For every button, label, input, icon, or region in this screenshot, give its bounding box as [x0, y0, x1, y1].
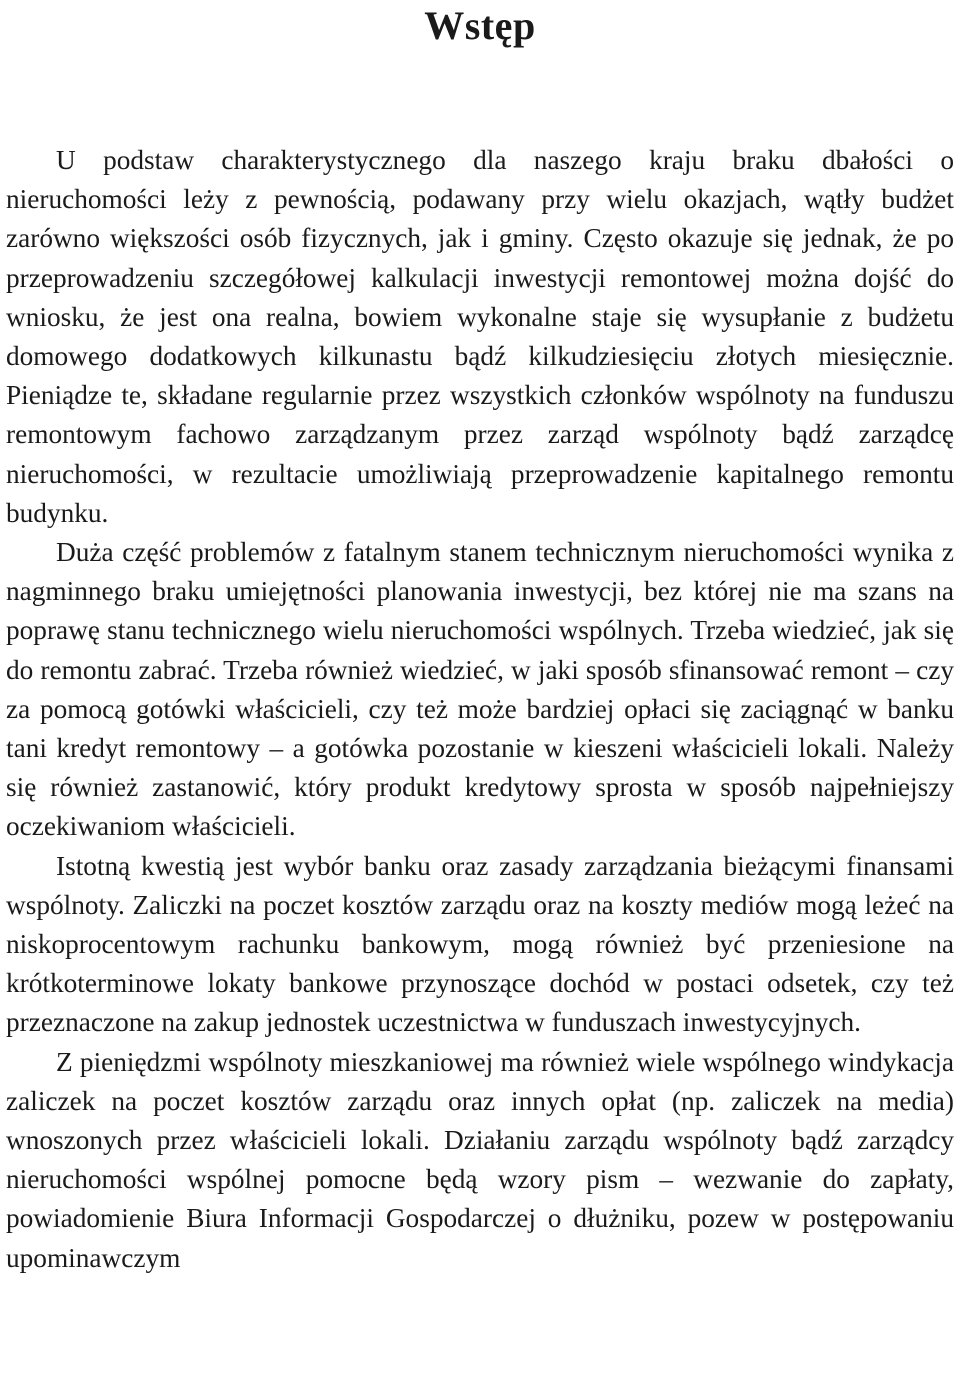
paragraph-1: U podstaw charakterystycznego dla naszego kraju braku dbałości o nieruchomości leży z pewnością, podawany przy wielu okazjach, wątły budżet zarówno większości osób fizycznych, jak i gminy. Często okazuje się jednak, że po przeprowadzeniu szczegółowej kalkulacji inwestycji remontowej można dojść do wniosku, że jest ona realna, bowiem wykonalne staje się wysupłanie z budżetu domowego dodatkowych kilkunastu bądź kilkudziesięciu złotych miesięcznie. Pieniądze te, składane regularnie przez wszystkich członków wspólnoty na funduszu remontowym fachowo zarządzanym przez zarząd wspólnoty bądź zarządcę nieruchomości, w rezultacie umożliwiają przeprowadzenie kapitalnego remontu budynku. [6, 145, 954, 528]
page-title: Wstęp [424, 3, 536, 48]
paragraph-4: Z pieniędzmi wspólnoty mieszkaniowej ma również wiele wspólnego windykacja zaliczek na poczet kosztów zarządu oraz innych opłat (np. zaliczek na media) wnoszonych przez właścicieli lokali. Działaniu zarządu wspólnoty bądź zarządcy nieruchomości wspólnej pomocne będą wzory pism – wezwanie do zapłaty, powiadomienie Biura Informacji Gospodarczej o dłużniku, pozew w postępowaniu upominawczym [6, 1046, 954, 1273]
paragraph-3: Istotną kwestią jest wybór banku oraz zasady zarządzania bieżącymi finansami wspólnoty. Zaliczki na poczet kosztów zarządu oraz na koszty mediów mogą leżeć na niskoprocentowym rachunku bankowym, mogą również być przeniesione na krótkoterminowe lokaty bankowe przynoszące dochód w postaci odsetek, czy też przeznaczone na zakup jednostek uczestnictwa w funduszach inwestycyjnych. [6, 850, 954, 1038]
body-text [6, 141, 954, 1278]
paragraph-2: Duża część problemów z fatalnym stanem technicznym nieruchomości wynika z nagminnego braku umiejętności planowania inwestycji, bez której nie ma szans na poprawę stanu technicznego wielu nieruchomości wspólnych. Trzeba wiedzieć, jak się do remontu zabrać. Trzeba również wiedzieć, w jaki sposób sfinansować remont – czy za pomocą gotówki właścicieli, czy też może bardziej opłaci się zaciągnąć w banku tani kredyt remontowy – a gotówka pozostanie w kieszeni właścicieli lokali. Należy się również zastanowić, który produkt kredytowy sprosta w sposób najpełniejszy oczekiwaniom właścicieli. [6, 537, 954, 842]
